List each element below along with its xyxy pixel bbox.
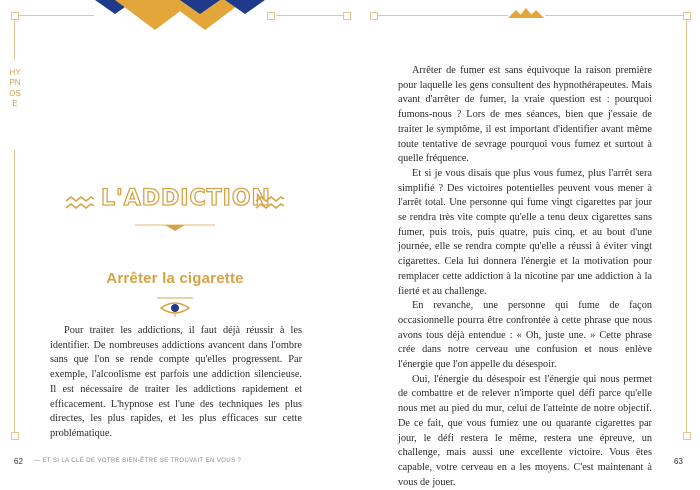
page-number-right: 63 — [674, 457, 683, 466]
frame-corner — [683, 12, 691, 20]
frame-line — [370, 15, 508, 16]
paragraph: Et si je vous disais que plus vous fumez, plus l'arrêt sera simplifié ? Des victoires potentielles peuvent vous mener à l'arrêt total. Une personne qui fume vingt cigarettes par jour se rendra très vite compte qu'elle a tenu deux cigarettes sans fumer, puis trois, puis quatre, puis cinq, et au bout d'une journée, elle se rendra compte qu'elle a réussi à éviter vingt cigarettes. Cela lui donnera l'énergie et la motivation pour remplacer cette addiction à la nicotine par une addiction à la fierté et au challenge. — [398, 167, 652, 297]
frame-corner — [343, 12, 351, 20]
frame-line — [686, 15, 687, 435]
frame-line — [14, 15, 15, 60]
paragraph: En revanche, une personne qui fume de façon occasionnelle pourra être confrontée à cette phrase que nous avons tous déjà entendue : « Oh, juste une. » Cette phrase crée dans notre cerveau une confusion et nous enlève l'énergie que l'on appelle du désespoir. — [398, 300, 652, 371]
frame-corner — [683, 432, 691, 440]
right-body-text — [398, 64, 652, 490]
zigzag-ornament — [255, 194, 285, 214]
frame-line — [276, 15, 346, 16]
paragraph: Arrêter de fumer est sans équivoque la raison première pour laquelle les gens consultent des hypnothérapeutes. Mais avant d'arrêter de fumer, la vraie question est : pourquoi fumons-nous ? Lors de mes séances, bien que j'essaie de traiter le symptôme, il est important d'identifier avant même toute tentative de sevrage pourquoi vous fumez et surtout à quelle fréquence. — [398, 65, 652, 165]
frame-corner — [11, 432, 19, 440]
frame-corner — [370, 12, 378, 20]
frame-line — [14, 15, 94, 16]
running-footer: — ET SI LA CLÉ DE VOTRE BIEN-ÊTRE SE TROUVAIT EN VOUS ? — [34, 458, 242, 464]
page-number-left: 62 — [14, 457, 23, 466]
frame-corner — [11, 12, 19, 20]
top-triangle-ornament — [95, 0, 265, 30]
frame-corner — [267, 12, 275, 20]
side-label: HYPNOSE — [9, 68, 21, 109]
frame-line — [545, 15, 687, 16]
zigzag-ornament — [65, 194, 95, 214]
paragraph: Oui, l'énergie du désespoir est l'énergie qui nous permet de combattre et de relever n'importe quel défi parce qu'elle nous met au pied du mur, celui de l'atteinte de notre objectif. De ce fait, que vous fumiez une ou quarante cigarettes par jour, le défi restera le même, restera une épreuve, un challenge, mais aussi une excellente victoire. Vous êtes capable, votre cerveau en a les moyens. C'est maintenant à vous de jouer. — [398, 373, 652, 488]
eye-icon — [155, 295, 195, 319]
left-body-text — [50, 324, 302, 442]
chapter-underline-ornament — [130, 222, 220, 232]
paragraph: Pour traiter les addictions, il faut déjà réussir à les identifier. De nombreuses addictions avancent dans l'ombre sans que l'on se rende compte qu'elles progressent. Par exemple, l'alcoolisme est parfois une addiction silencieuse. Il est nécessaire de traiter les addictions rapidement et efficacement. L'hypnose est l'une des techniques les plus directes, les plus rapides, et les plus efficaces sur cette problématique. — [50, 325, 302, 439]
section-title: Arrêter la cigarette — [106, 270, 244, 287]
frame-line — [14, 150, 15, 435]
chapter-heading — [55, 184, 295, 224]
mini-triangle-ornament — [508, 6, 544, 18]
chapter-title: L'ADDICTION — [101, 186, 271, 211]
